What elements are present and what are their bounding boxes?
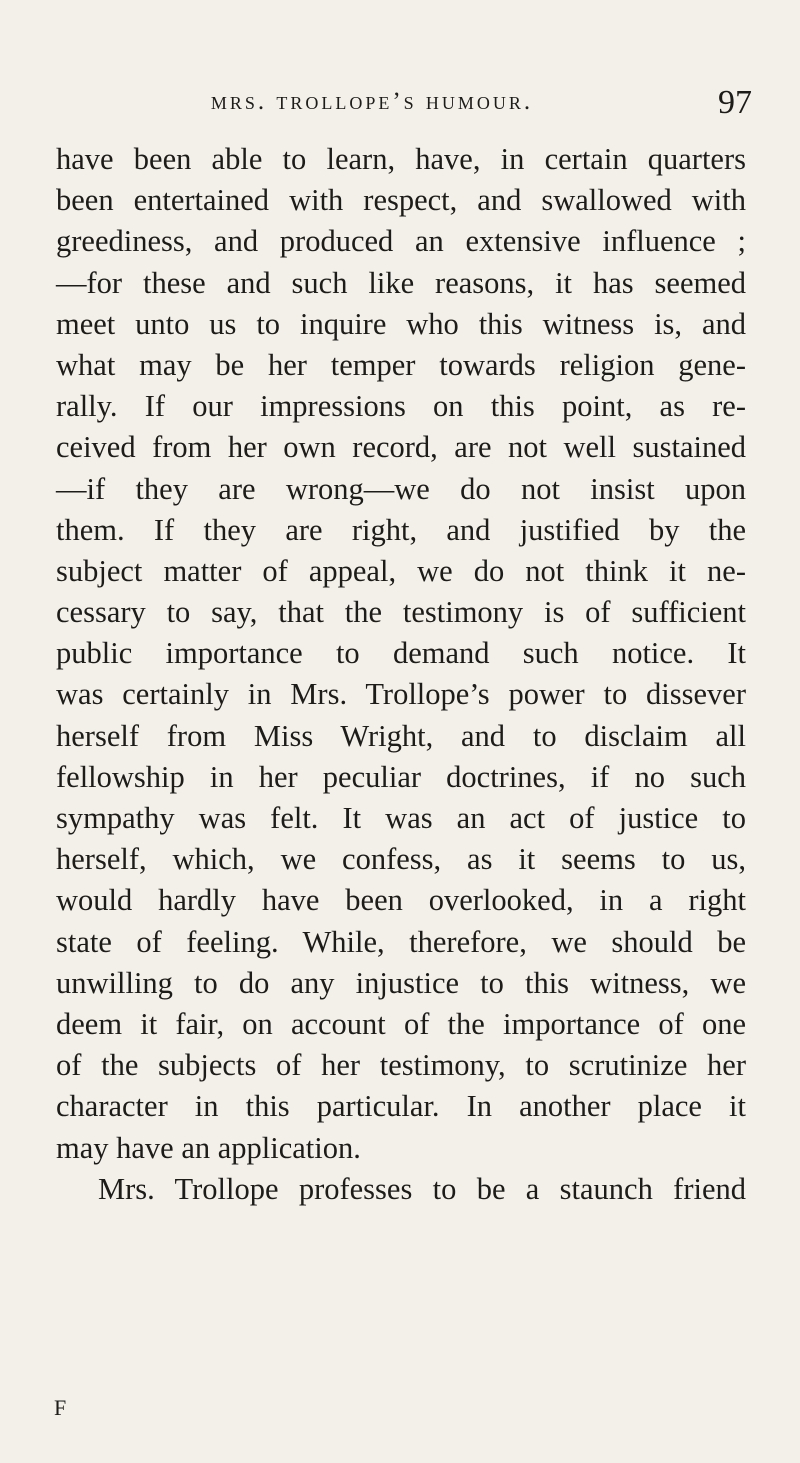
text-line: subject matter of appeal, we do not think it ne- <box>56 553 746 588</box>
text-line: —if they are wrong—we do not insist upon <box>56 471 746 506</box>
text-line: greediness, and produced an extensive influence ; <box>56 224 746 259</box>
signature-mark: F <box>54 1395 68 1420</box>
text-line-paragraph-end: may have an application. <box>56 1130 361 1165</box>
text-line: of the subjects of her testimony, to scrutinize her <box>56 1048 746 1083</box>
text-line: herself, which, we confess, as it seems to us, <box>56 842 746 877</box>
text-line: state of feeling. While, therefore, we should be <box>56 924 746 959</box>
text-line: herself from Miss Wright, and to disclaim all <box>56 718 746 753</box>
running-title: mrs. trollope’s humour. <box>210 88 534 115</box>
text-line: was certainly in Mrs. Trollope’s power to dissever <box>56 677 746 712</box>
text-line: ceived from her own record, are not well sustained <box>56 430 746 465</box>
text-line: meet unto us to inquire who this witness is, and <box>56 306 746 341</box>
text-line: public importance to demand such notice. It <box>56 636 746 671</box>
body-text <box>56 139 746 1210</box>
text-line: sympathy was felt. It was an act of justice to <box>56 801 746 835</box>
running-head <box>52 84 752 124</box>
text-line: unwilling to do any injustice to this witness, we <box>56 965 746 1000</box>
text-line: have been able to learn, have, in certain quarters <box>56 142 746 176</box>
text-line: fellowship in her peculiar doctrines, if no such <box>56 759 746 794</box>
text-line: would hardly have been overlooked, in a right <box>56 883 746 918</box>
text-line: been entertained with respect, and swallowed with <box>56 183 746 218</box>
text-line: them. If they are right, and justified by the <box>56 512 746 547</box>
page-number: 97 <box>718 84 752 121</box>
text-line-paragraph-start: Mrs. Trollope professes to be a staunch friend <box>98 1171 746 1206</box>
text-line: character in this particular. In another place it <box>56 1089 746 1124</box>
text-line: what may be her temper towards religion gene- <box>56 347 746 382</box>
text-line: rally. If our impressions on this point, as re- <box>56 389 746 424</box>
text-line: cessary to say, that the testimony is of sufficient <box>56 595 746 630</box>
text-line: deem it fair, on account of the importance of one <box>56 1006 746 1041</box>
text-line: —for these and such like reasons, it has seemed <box>56 265 746 300</box>
